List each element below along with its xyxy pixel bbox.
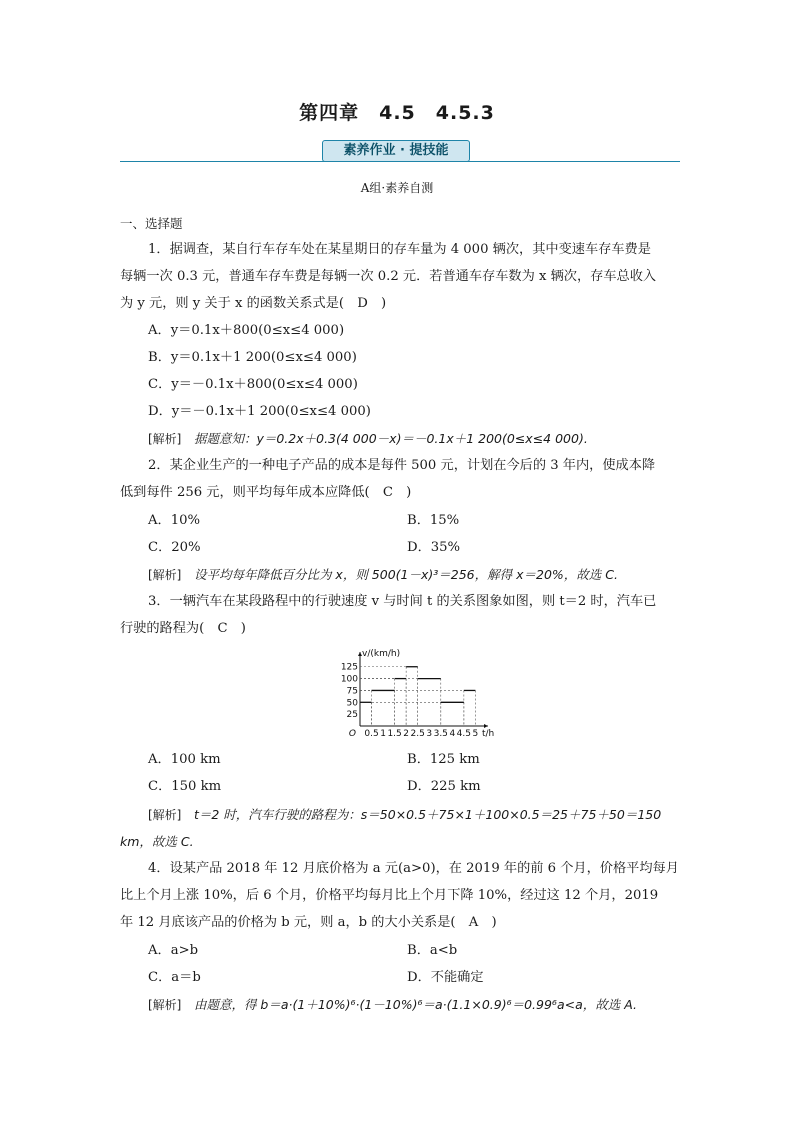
q2-option-b: B．15%	[407, 513, 460, 528]
group-heading: A组·素养自测	[360, 181, 434, 195]
q4-line-1: 4．设某产品 2018 年 12 月底价格为 a 元(a>0)，在 2019 年的前 6 个月，价格平均每月	[148, 861, 679, 876]
x-tick-label: 5	[472, 729, 479, 739]
q1-option-d: D．y＝－0.1x＋1 200(0≤x≤4 000)	[148, 404, 371, 419]
q2-line-1: 2．某企业生产的一种电子产品的成本是每件 500 元，计划在今后的 3 年内，使成本降	[148, 458, 656, 473]
q3-explanation-text: t＝2 时，汽车行驶的路程为：s＝50×0.5＋75×1＋100×0.5＝25＋75＋50＝150	[193, 807, 662, 822]
q4-option-a: A．a>b	[148, 943, 199, 958]
q3-line-2: 行驶的路程为( C )	[120, 621, 246, 636]
y-tick-label: 50	[346, 698, 358, 709]
q2-explanation	[148, 565, 618, 586]
q2-line-2: 低到每件 256 元，则平均每年成本应降低( C )	[120, 485, 412, 500]
velocity-time-chart	[330, 646, 495, 742]
q4-explanation	[148, 995, 637, 1016]
y-tick-label: 100	[340, 674, 358, 685]
q2-option-d: D．35%	[407, 540, 461, 555]
q3-option-d: D．225 km	[407, 779, 481, 794]
q2-option-a: A．10%	[148, 513, 201, 528]
q3-option-a: A．100 km	[148, 752, 221, 767]
x-axis-arrow	[484, 724, 488, 728]
origin-label: O	[348, 729, 356, 739]
header-divider	[120, 161, 680, 162]
q4-option-b: B．a<b	[407, 943, 458, 958]
y-tick-label: 125	[340, 662, 358, 673]
q1-line-2: 每辆一次 0.3 元，普通车存车费是每辆一次 0.2 元．若普通车存车数为 x 辆次，存车总收入	[120, 269, 657, 284]
q1-option-a: A．y＝0.1x＋800(0≤x≤4 000)	[148, 323, 345, 338]
x-tick-label: 4	[449, 729, 456, 739]
q4-option-c: C．a＝b	[148, 970, 201, 985]
q1-line-1: 1．据调查，某自行车存车处在某星期日的存车量为 4 000 辆次，其中变速车存车费是	[148, 242, 651, 257]
q3-option-c: C．150 km	[148, 779, 222, 794]
q2-option-c: C．20%	[148, 540, 201, 555]
q4-line-2: 比上个月上涨 10%，后 6 个月，价格平均每月比上个月下降 10%，经过这 12 个月，2019	[120, 888, 659, 903]
q2-explanation-text: 设平均每年降低百分比为 x，则 500(1－x)³＝256，解得 x＝20%，故选 C.	[193, 567, 618, 582]
q1-explanation-text: 据题意知：y＝0.2x＋0.3(4 000－x)＝－0.1x＋1 200(0≤x≤4 000).	[193, 431, 588, 446]
x-tick-label: 1.5	[387, 729, 402, 739]
x-tick-label: 2	[403, 729, 410, 739]
y-tick-label: 25	[346, 710, 358, 721]
q3-explanation	[148, 805, 661, 826]
q4-option-d: D．不能确定	[407, 970, 484, 985]
x-tick-label: 0.5	[364, 729, 379, 739]
y-tick-label: 75	[346, 686, 358, 697]
section-badge: 素养作业 · 提技能	[322, 140, 470, 162]
q1-option-b: B．y＝0.1x＋1 200(0≤x≤4 000)	[148, 350, 357, 365]
x-tick-label: 3.5	[433, 729, 448, 739]
q3-line-1: 3．一辆汽车在某段路程中的行驶速度 v 与时间 t 的关系图象如图，则 t＝2 时，汽车已	[148, 594, 657, 609]
x-tick-label: 1	[380, 729, 386, 739]
q4-explanation-tag: [解析]	[148, 998, 182, 1012]
section-heading: 一、选择题	[120, 216, 183, 231]
q1-explanation	[148, 429, 588, 450]
q1-line-3: 为 y 元，则 y 关于 x 的函数关系式是( D )	[120, 296, 387, 311]
x-tick-label: 2.5	[410, 729, 425, 739]
q4-line-3: 年 12 月底该产品的价格为 b 元，则 a，b 的大小关系是( A )	[120, 915, 497, 930]
q3-explanation-cont: km，故选 C.	[120, 834, 194, 849]
q3-explanation-tag: [解析]	[148, 808, 182, 822]
q2-explanation-tag: [解析]	[148, 568, 182, 582]
q1-explanation-tag: [解析]	[148, 432, 182, 446]
page-title: 第四章 4.5 4.5.3	[299, 102, 495, 124]
q4-explanation-text: 由题意，得 b＝a·(1＋10%)⁶·(1－10%)⁶＝a·(1.1×0.9)⁶＝0.99⁶a<a，故选 A.	[193, 997, 637, 1012]
q1-option-c: C．y＝－0.1x＋800(0≤x≤4 000)	[148, 377, 358, 392]
x-tick-label: 3	[426, 729, 433, 739]
x-axis-label: t/h	[482, 729, 495, 739]
x-tick-label: 4.5	[456, 729, 472, 739]
y-axis-label: v/(km/h)	[362, 649, 401, 659]
q3-option-b: B．125 km	[407, 752, 480, 767]
